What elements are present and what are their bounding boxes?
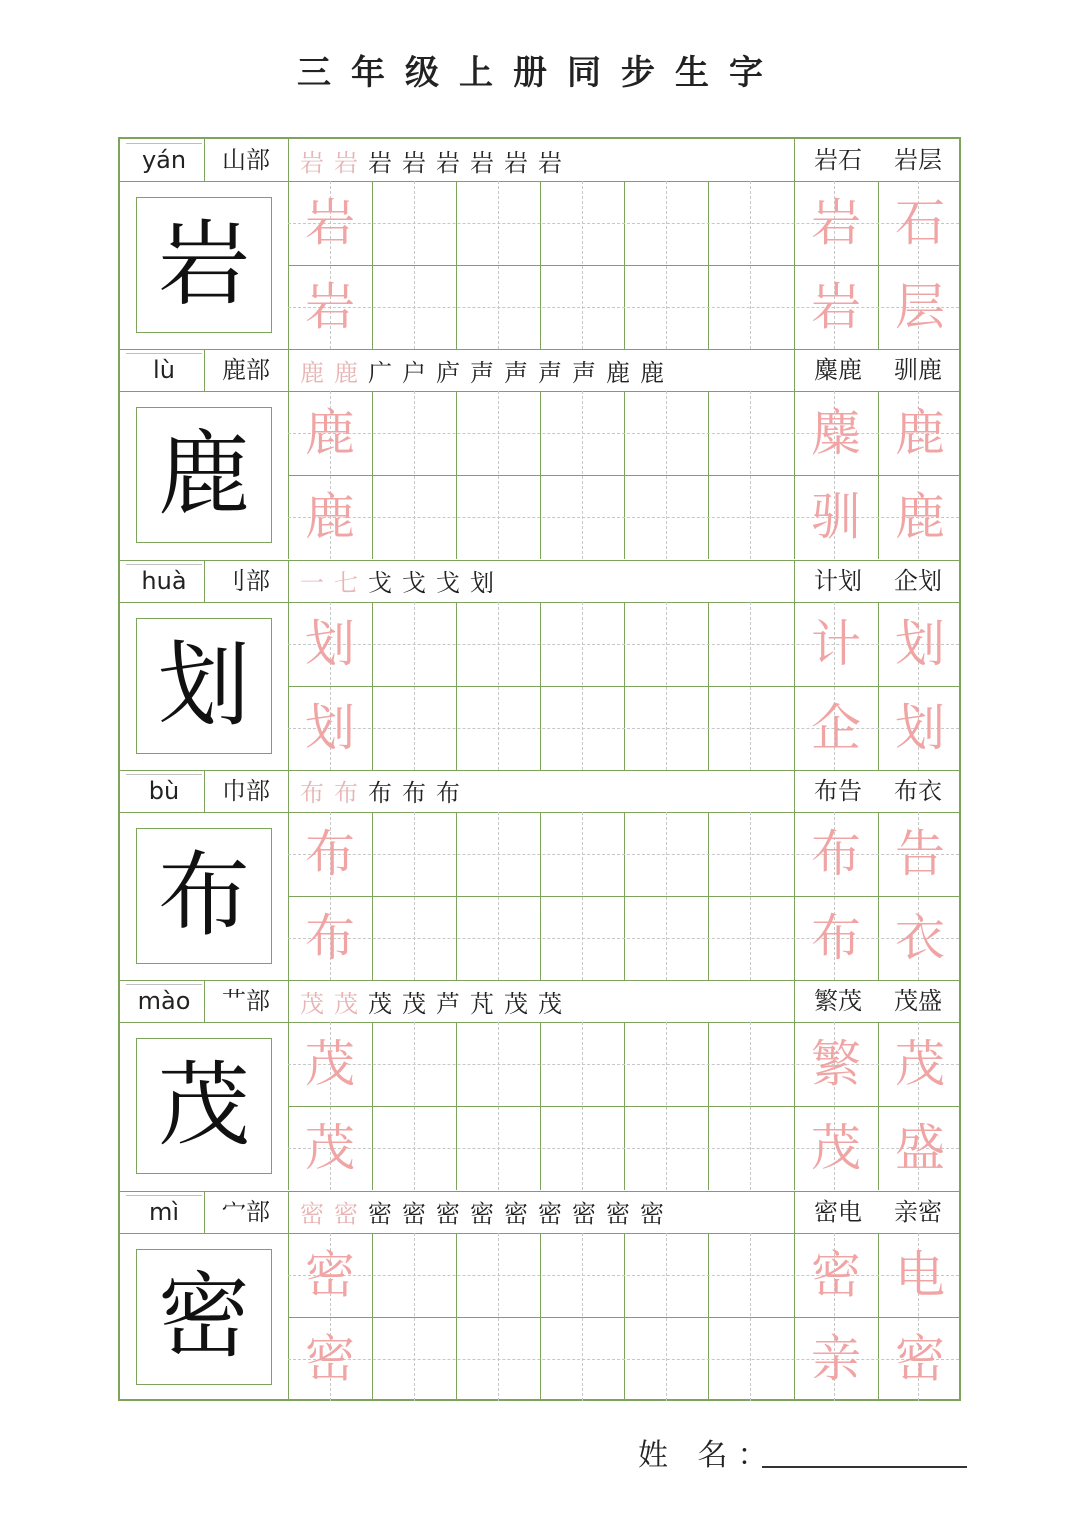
- radical-label: 刂部: [222, 566, 270, 595]
- trace-char[interactable]: 盛: [895, 1119, 945, 1178]
- pinyin-label: lù: [126, 353, 202, 387]
- trace-char[interactable]: 亲: [811, 1329, 861, 1388]
- model-char-box: [136, 828, 272, 964]
- guide-line: [666, 1233, 667, 1401]
- block-divider: [120, 560, 959, 561]
- trace-char[interactable]: 密: [811, 1245, 861, 1304]
- name-input-line[interactable]: [762, 1466, 967, 1468]
- page-title: 三年级上册同步生字: [297, 53, 783, 93]
- char-block: [120, 770, 959, 981]
- example-word: 驯鹿: [894, 356, 942, 385]
- stroke-step: 岩: [368, 148, 392, 177]
- trace-char[interactable]: 密: [305, 1245, 355, 1304]
- guide-line: [414, 1233, 415, 1401]
- trace-char[interactable]: 电: [895, 1245, 945, 1304]
- stroke-step: 密: [606, 1200, 630, 1228]
- stroke-step: 声: [538, 358, 562, 387]
- stroke-order: [300, 774, 780, 808]
- pinyin-label: yán: [126, 143, 202, 177]
- model-char: 划: [157, 631, 250, 739]
- guide-line: [498, 391, 499, 559]
- block-divider: [120, 980, 959, 981]
- guide-line: [414, 602, 415, 770]
- example-words: [798, 353, 958, 387]
- stroke-step: 划: [470, 569, 494, 598]
- radical-label: 巾部: [222, 776, 270, 805]
- example-word: 亲密: [894, 1197, 942, 1226]
- trace-char[interactable]: 驯: [811, 488, 861, 547]
- trace-char[interactable]: 布: [811, 908, 861, 967]
- char-block: [120, 560, 959, 771]
- stroke-step: 声: [572, 358, 596, 387]
- stroke-step: 庐: [436, 358, 460, 387]
- stroke-step: 鹿: [640, 358, 664, 387]
- guide-line: [414, 812, 415, 980]
- stroke-step: 芦: [436, 989, 460, 1018]
- stroke-order: [300, 353, 780, 387]
- guide-line: [750, 1233, 751, 1401]
- trace-char[interactable]: 告: [895, 824, 945, 883]
- guide-line: [666, 812, 667, 980]
- stroke-step: 戈: [402, 569, 426, 598]
- stroke-order: [300, 564, 780, 598]
- example-word: 密电: [814, 1197, 862, 1226]
- example-words: [798, 984, 958, 1018]
- stroke-step: 七: [334, 569, 358, 598]
- stroke-step: 密: [504, 1200, 528, 1228]
- trace-char[interactable]: 繁: [811, 1035, 861, 1094]
- trace-char[interactable]: 岩: [811, 278, 861, 336]
- example-word: 计划: [814, 566, 862, 595]
- model-char: 密: [157, 1262, 250, 1370]
- example-words: [798, 1195, 958, 1229]
- radical-label: 宀部: [222, 1197, 270, 1226]
- trace-char[interactable]: 麋: [811, 404, 861, 463]
- guide-line: [582, 1233, 583, 1401]
- trace-char[interactable]: 划: [305, 614, 355, 673]
- pinyin-label: mào: [126, 984, 202, 1018]
- trace-char[interactable]: 石: [895, 194, 945, 252]
- guide-line: [414, 1022, 415, 1190]
- stroke-step: 密: [470, 1200, 494, 1228]
- guide-line: [498, 181, 499, 349]
- example-word: 岩层: [894, 146, 942, 174]
- stroke-order: [300, 1195, 780, 1229]
- trace-char[interactable]: 岩: [811, 194, 861, 252]
- trace-char[interactable]: 布: [305, 908, 355, 967]
- guide-line: [582, 602, 583, 770]
- pinyin-label: mì: [126, 1195, 202, 1229]
- guide-line: [750, 181, 751, 349]
- trace-char[interactable]: 茂: [895, 1035, 945, 1094]
- model-char-box: [136, 1249, 272, 1385]
- guide-line: [414, 391, 415, 559]
- stroke-step: 密: [572, 1200, 596, 1228]
- stroke-step: 茂: [402, 989, 426, 1018]
- char-block: [120, 980, 959, 1191]
- stroke-step: 密: [300, 1200, 324, 1228]
- example-words: [798, 774, 958, 808]
- example-word: 岩石: [814, 146, 862, 174]
- pinyin-label: huà: [126, 564, 202, 598]
- guide-line: [666, 602, 667, 770]
- guide-line: [414, 181, 415, 349]
- stroke-step: 岩: [538, 148, 562, 177]
- guide-line: [750, 1022, 751, 1190]
- stroke-step: 户: [402, 358, 426, 387]
- stroke-step: 岩: [402, 148, 426, 177]
- model-char-box: [136, 1038, 272, 1174]
- column-divider: [204, 560, 205, 602]
- model-char: 布: [157, 841, 250, 949]
- example-word: 布衣: [894, 776, 942, 805]
- stroke-step: 鹿: [334, 358, 358, 387]
- guide-line: [666, 1022, 667, 1190]
- guide-line: [582, 181, 583, 349]
- guide-line: [666, 181, 667, 349]
- example-words: [798, 564, 958, 598]
- stroke-step: 茂: [538, 989, 562, 1018]
- stroke-step: 布: [334, 779, 358, 808]
- stroke-step: 茂: [368, 989, 392, 1018]
- trace-char[interactable]: 鹿: [895, 404, 945, 463]
- stroke-step: 密: [334, 1200, 358, 1228]
- trace-char[interactable]: 茂: [305, 1119, 355, 1178]
- worksheet-grid: [118, 137, 961, 1401]
- trace-char[interactable]: 密: [305, 1329, 355, 1388]
- stroke-step: 声: [470, 358, 494, 387]
- guide-line: [498, 1022, 499, 1190]
- guide-line: [750, 812, 751, 980]
- stroke-step: 布: [368, 779, 392, 808]
- name-label: 姓 名：: [638, 1438, 778, 1473]
- trace-char[interactable]: 鹿: [305, 404, 355, 463]
- model-char-box: [136, 197, 272, 333]
- trace-char[interactable]: 岩: [305, 194, 355, 252]
- char-block: [120, 1191, 959, 1402]
- guide-line: [498, 1233, 499, 1401]
- example-words: [798, 143, 958, 177]
- trace-char[interactable]: 划: [895, 698, 945, 757]
- trace-char[interactable]: 划: [305, 698, 355, 757]
- trace-char[interactable]: 鹿: [305, 488, 355, 547]
- guide-line: [582, 1022, 583, 1190]
- block-divider: [120, 770, 959, 771]
- stroke-step: 密: [436, 1200, 460, 1228]
- trace-char[interactable]: 布: [811, 824, 861, 883]
- guide-line: [750, 391, 751, 559]
- stroke-step: 布: [300, 779, 324, 808]
- column-divider: [204, 1191, 205, 1233]
- trace-char[interactable]: 茂: [811, 1119, 861, 1178]
- trace-char[interactable]: 计: [811, 614, 861, 673]
- example-word: 企划: [894, 566, 942, 595]
- guide-line: [498, 602, 499, 770]
- char-block: [120, 349, 959, 560]
- stroke-step: 岩: [470, 148, 494, 177]
- stroke-step: 密: [640, 1200, 664, 1228]
- stroke-step: 鹿: [300, 358, 324, 387]
- model-char-box: [136, 618, 272, 754]
- stroke-step: 戈: [368, 569, 392, 598]
- stroke-step: 芃: [470, 989, 494, 1018]
- guide-line: [666, 391, 667, 559]
- stroke-step: 广: [368, 358, 392, 387]
- stroke-step: 岩: [504, 148, 528, 177]
- stroke-step: 茂: [334, 989, 358, 1018]
- column-divider: [204, 770, 205, 812]
- trace-char[interactable]: 茂: [305, 1035, 355, 1094]
- stroke-step: 布: [402, 779, 426, 808]
- trace-char[interactable]: 层: [895, 278, 945, 336]
- stroke-step: 茂: [504, 989, 528, 1018]
- block-divider: [120, 1191, 959, 1192]
- stroke-order: [300, 143, 780, 177]
- char-block: [120, 139, 959, 350]
- trace-char[interactable]: 划: [895, 614, 945, 673]
- trace-char[interactable]: 衣: [895, 908, 945, 967]
- stroke-step: 戈: [436, 569, 460, 598]
- radical-label: 艹部: [222, 987, 270, 1016]
- column-divider: [204, 349, 205, 391]
- stroke-step: 布: [436, 779, 460, 808]
- stroke-step: 鹿: [606, 358, 630, 387]
- example-word: 繁茂: [814, 987, 862, 1016]
- guide-line: [582, 391, 583, 559]
- example-word: 茂盛: [894, 987, 942, 1016]
- radical-label: 山部: [222, 146, 270, 174]
- guide-line: [498, 812, 499, 980]
- stroke-step: 声: [504, 358, 528, 387]
- stroke-step: 一: [300, 569, 324, 598]
- stroke-step: 密: [368, 1200, 392, 1228]
- pinyin-label: bù: [126, 774, 202, 808]
- example-word: 麋鹿: [814, 356, 862, 385]
- example-word: 布告: [814, 776, 862, 805]
- stroke-step: 密: [538, 1200, 562, 1228]
- guide-line: [582, 812, 583, 980]
- stroke-step: 岩: [334, 148, 358, 177]
- trace-char[interactable]: 企: [811, 698, 861, 757]
- stroke-order: [300, 984, 780, 1018]
- trace-char[interactable]: 岩: [305, 278, 355, 336]
- model-char-box: [136, 407, 272, 543]
- model-char: 岩: [157, 211, 250, 318]
- radical-label: 鹿部: [222, 356, 270, 385]
- trace-char[interactable]: 密: [895, 1329, 945, 1388]
- stroke-step: 岩: [300, 148, 324, 177]
- block-divider: [120, 349, 959, 350]
- column-divider: [204, 980, 205, 1022]
- model-char: 鹿: [157, 421, 250, 529]
- stroke-step: 岩: [436, 148, 460, 177]
- trace-char[interactable]: 布: [305, 824, 355, 883]
- stroke-step: 茂: [300, 989, 324, 1018]
- guide-line: [750, 602, 751, 770]
- model-char: 茂: [157, 1052, 250, 1160]
- column-divider: [204, 139, 205, 181]
- trace-char[interactable]: 鹿: [895, 488, 945, 547]
- stroke-step: 密: [402, 1200, 426, 1228]
